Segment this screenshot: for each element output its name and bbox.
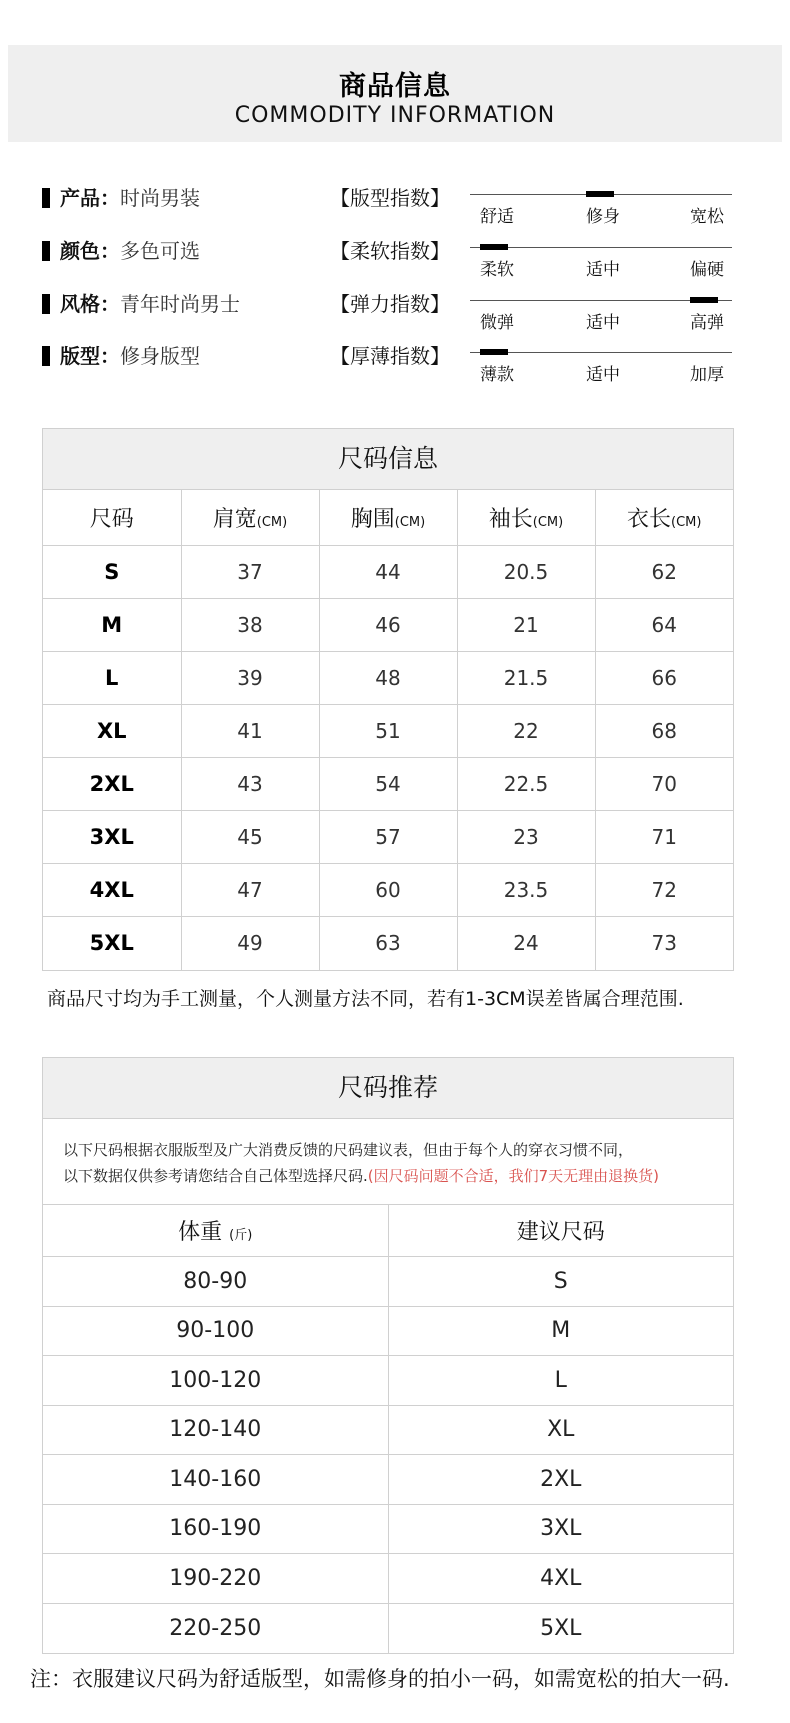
table-row — [43, 1306, 733, 1356]
attr-value: 多色可选 — [120, 239, 200, 263]
scale-tick-label: 适中 — [586, 260, 620, 280]
size-cell: L — [388, 1356, 733, 1406]
scale-tick-label: 微弹 — [480, 313, 514, 333]
table-cell: 23.5 — [457, 864, 595, 917]
size-info-title: 尺码信息 — [43, 429, 733, 489]
table-row — [43, 758, 733, 811]
size-cell: 2XL — [388, 1455, 733, 1505]
table-cell: 38 — [181, 599, 319, 652]
size-info-table — [43, 489, 733, 970]
table-row — [43, 1554, 733, 1604]
index-scale-softness — [470, 243, 732, 280]
scale-tick-label: 高弹 — [690, 313, 724, 333]
table-cell: 73 — [595, 917, 733, 970]
scale-tick-label: 宽松 — [690, 207, 724, 227]
intro-line: 以下数据仅供参考请您结合自己体型选择尺码.(因尺码问题不合适，我们7天无理由退换货) — [63, 1167, 660, 1185]
attr-label: 风格： — [60, 292, 120, 316]
table-row — [43, 864, 733, 917]
table-row — [43, 1603, 733, 1653]
scale-tick-label: 适中 — [586, 313, 620, 333]
table-row — [43, 1405, 733, 1455]
table-cell: 47 — [181, 864, 319, 917]
table-cell: 23 — [457, 811, 595, 864]
bullet-bar-icon — [42, 188, 50, 208]
scale-tick-label: 修身 — [586, 207, 620, 227]
table-cell: 60 — [319, 864, 457, 917]
measurement-note: 商品尺寸均为手工测量，个人测量方法不同，若有1-3CM误差皆属合理范围. — [47, 988, 684, 1010]
table-cell: 22.5 — [457, 758, 595, 811]
table-cell: 46 — [319, 599, 457, 652]
attr-row-style — [42, 289, 240, 319]
column-header: 体重 (斤) — [43, 1205, 388, 1257]
scale-line — [470, 247, 732, 248]
scale-tick-label: 适中 — [586, 365, 620, 385]
table-row — [43, 811, 733, 864]
size-recommend-table — [43, 1204, 733, 1653]
attr-label: 版型： — [60, 344, 120, 368]
table-cell: 44 — [319, 546, 457, 599]
size-cell: M — [388, 1306, 733, 1356]
scale-marker — [480, 244, 508, 250]
table-row — [43, 652, 733, 705]
weight-cell: 220-250 — [43, 1603, 388, 1653]
table-cell: 43 — [181, 758, 319, 811]
table-cell: 70 — [595, 758, 733, 811]
weight-cell: 160-190 — [43, 1504, 388, 1554]
weight-cell: 120-140 — [43, 1405, 388, 1455]
table-cell: 37 — [181, 546, 319, 599]
table-row — [43, 1257, 733, 1307]
footer-note: 注：衣服建议尺码为舒适版型，如需修身的拍小一码，如需宽松的拍大一码. — [30, 1667, 730, 1691]
table-cell: 62 — [595, 546, 733, 599]
index-label-stretch: 【弹力指数】 — [330, 292, 450, 316]
table-row — [43, 705, 733, 758]
index-label-softness: 【柔软指数】 — [330, 239, 450, 263]
table-row — [43, 1504, 733, 1554]
table-cell: 48 — [319, 652, 457, 705]
intro-line: 以下尺码根据衣服版型及广大消费反馈的尺码建议表，但由于每个人的穿衣习惯不同， — [63, 1141, 634, 1159]
table-cell: 21 — [457, 599, 595, 652]
size-cell: 4XL — [388, 1554, 733, 1604]
scale-marker — [586, 191, 614, 197]
weight-cell: 140-160 — [43, 1455, 388, 1505]
table-header-row — [43, 490, 733, 546]
bullet-bar-icon — [42, 346, 50, 366]
size-recommend-title: 尺码推荐 — [43, 1058, 733, 1118]
table-cell: 68 — [595, 705, 733, 758]
size-cell: M — [43, 599, 181, 652]
scale-tick-label: 柔软 — [480, 260, 514, 280]
size-cell: 4XL — [43, 864, 181, 917]
column-header: 胸围(CM) — [319, 490, 457, 546]
weight-cell: 90-100 — [43, 1306, 388, 1356]
recommend-intro — [43, 1118, 733, 1204]
weight-cell: 80-90 — [43, 1257, 388, 1307]
scale-line — [470, 352, 732, 353]
scale-tick-label: 舒适 — [480, 207, 514, 227]
bullet-bar-icon — [42, 241, 50, 261]
attr-row-product — [42, 183, 200, 213]
attr-label: 颜色： — [60, 239, 120, 263]
header-band — [8, 45, 782, 142]
attr-row-fit — [42, 341, 200, 371]
index-scale-fit — [470, 190, 732, 227]
table-header-row — [43, 1205, 733, 1257]
table-cell: 21.5 — [457, 652, 595, 705]
weight-cell: 190-220 — [43, 1554, 388, 1604]
scale-marker — [690, 297, 718, 303]
column-header: 肩宽(CM) — [181, 490, 319, 546]
table-row — [43, 917, 733, 970]
index-label-fit: 【版型指数】 — [330, 186, 450, 210]
size-cell: L — [43, 652, 181, 705]
table-cell: 63 — [319, 917, 457, 970]
table-cell: 45 — [181, 811, 319, 864]
table-cell: 54 — [319, 758, 457, 811]
index-scale-stretch — [470, 296, 732, 333]
column-header: 建议尺码 — [388, 1205, 733, 1257]
size-cell: XL — [388, 1405, 733, 1455]
table-cell: 57 — [319, 811, 457, 864]
page-title: 商品信息 — [339, 71, 451, 102]
size-cell: 3XL — [43, 811, 181, 864]
attr-value: 修身版型 — [120, 344, 200, 368]
table-cell: 22 — [457, 705, 595, 758]
table-row — [43, 1356, 733, 1406]
size-cell: S — [43, 546, 181, 599]
size-cell: 5XL — [43, 917, 181, 970]
size-recommend-section — [42, 1057, 734, 1654]
size-cell: XL — [43, 705, 181, 758]
size-cell: 2XL — [43, 758, 181, 811]
table-cell: 39 — [181, 652, 319, 705]
bullet-bar-icon — [42, 294, 50, 314]
index-scale-thickness — [470, 348, 732, 385]
size-info-section — [42, 428, 734, 971]
table-cell: 66 — [595, 652, 733, 705]
scale-tick-label: 偏硬 — [690, 260, 724, 280]
return-policy-note: (因尺码问题不合适，我们7天无理由退换货) — [367, 1167, 660, 1185]
table-cell: 41 — [181, 705, 319, 758]
table-row — [43, 1455, 733, 1505]
scale-tick-label: 加厚 — [690, 365, 724, 385]
column-header: 尺码 — [43, 490, 181, 546]
weight-cell: 100-120 — [43, 1356, 388, 1406]
attr-value: 时尚男装 — [120, 186, 200, 210]
scale-marker — [480, 349, 508, 355]
table-cell: 51 — [319, 705, 457, 758]
table-cell: 64 — [595, 599, 733, 652]
table-row — [43, 546, 733, 599]
table-cell: 72 — [595, 864, 733, 917]
index-label-thickness: 【厚薄指数】 — [330, 344, 450, 368]
attr-label: 产品： — [60, 186, 120, 210]
table-row — [43, 599, 733, 652]
scale-tick-label: 薄款 — [480, 365, 514, 385]
column-header: 衣长(CM) — [595, 490, 733, 546]
table-cell: 71 — [595, 811, 733, 864]
table-cell: 20.5 — [457, 546, 595, 599]
attr-row-color — [42, 236, 200, 266]
size-cell: 5XL — [388, 1603, 733, 1653]
table-cell: 24 — [457, 917, 595, 970]
size-cell: 3XL — [388, 1504, 733, 1554]
page-subtitle: COMMODITY INFORMATION — [234, 103, 556, 128]
table-cell: 49 — [181, 917, 319, 970]
size-cell: S — [388, 1257, 733, 1307]
column-header: 袖长(CM) — [457, 490, 595, 546]
attr-value: 青年时尚男士 — [120, 292, 240, 316]
